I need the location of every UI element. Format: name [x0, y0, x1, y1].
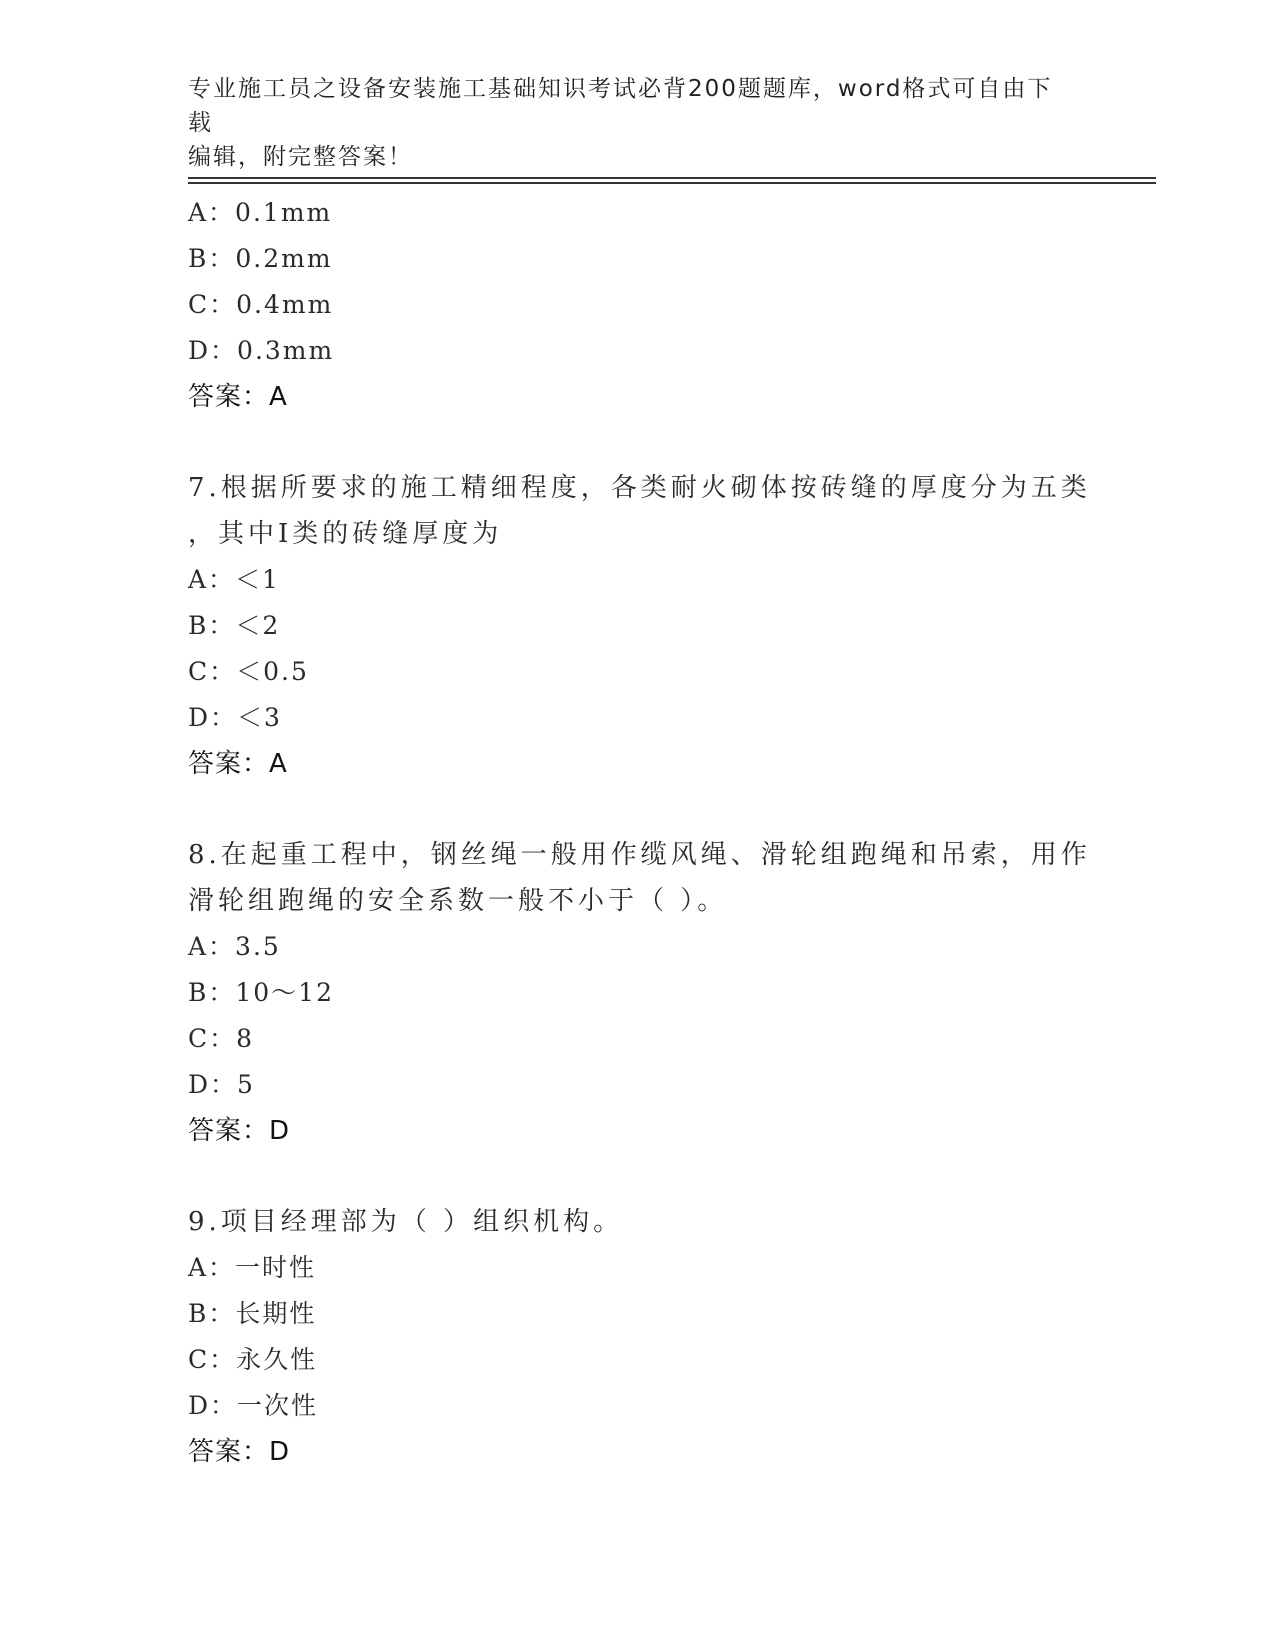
- header-divider-bottom: [188, 182, 1156, 184]
- answer: 答案：D: [188, 1116, 291, 1146]
- question-9: [188, 1199, 1068, 1475]
- answer: 答案：A: [188, 749, 288, 779]
- header-line-2: 编辑，附完整答案！: [188, 144, 413, 170]
- option-a: A：＜1: [188, 565, 280, 594]
- question-text-line-1: 8.在起重工程中，钢丝绳一般用作缆风绳、滑轮组跑绳和吊索，用作: [188, 840, 1091, 870]
- option-d: D：5: [188, 1070, 255, 1099]
- question-list: [188, 190, 1091, 1475]
- spacer: [188, 1154, 1068, 1199]
- option-a: A：0.1mm: [188, 198, 333, 227]
- option-a: A：3.5: [188, 932, 281, 961]
- option-d: D：0.3mm: [188, 336, 335, 365]
- option-c: C：＜0.5: [188, 657, 309, 686]
- option-c: C：永久性: [188, 1345, 318, 1374]
- option-c: C：0.4mm: [188, 290, 334, 319]
- option-b: B：长期性: [188, 1299, 317, 1328]
- spacer: [188, 787, 1068, 832]
- option-b: B：0.2mm: [188, 244, 333, 273]
- question-text-line-1: 9.项目经理部为（ ）组织机构。: [188, 1207, 624, 1237]
- header-divider-top: [188, 177, 1156, 179]
- question-6: [188, 190, 1068, 420]
- option-b: B：10～12: [188, 978, 334, 1007]
- question-7: [188, 465, 1091, 787]
- document-header: [188, 72, 1068, 174]
- option-d: D：一次性: [188, 1391, 319, 1420]
- question-8: [188, 832, 1091, 1154]
- answer: 答案：D: [188, 1437, 291, 1467]
- header-line-1: 专业施工员之设备安装施工基础知识考试必背200题题库，word格式可自由下载: [188, 76, 1053, 136]
- option-b: B：＜2: [188, 611, 281, 640]
- spacer: [188, 420, 1068, 465]
- option-d: D：＜3: [188, 703, 282, 732]
- option-a: A：一时性: [188, 1253, 317, 1282]
- option-c: C：8: [188, 1024, 255, 1053]
- question-text-line-2: ，其中Ⅰ类的砖缝厚度为: [188, 519, 503, 549]
- question-text-line-2: 滑轮组跑绳的安全系数一般不小于（ ）。: [188, 886, 728, 916]
- answer: 答案：A: [188, 382, 288, 412]
- question-text-line-1: 7.根据所要求的施工精细程度，各类耐火砌体按砖缝的厚度分为五类: [188, 473, 1091, 503]
